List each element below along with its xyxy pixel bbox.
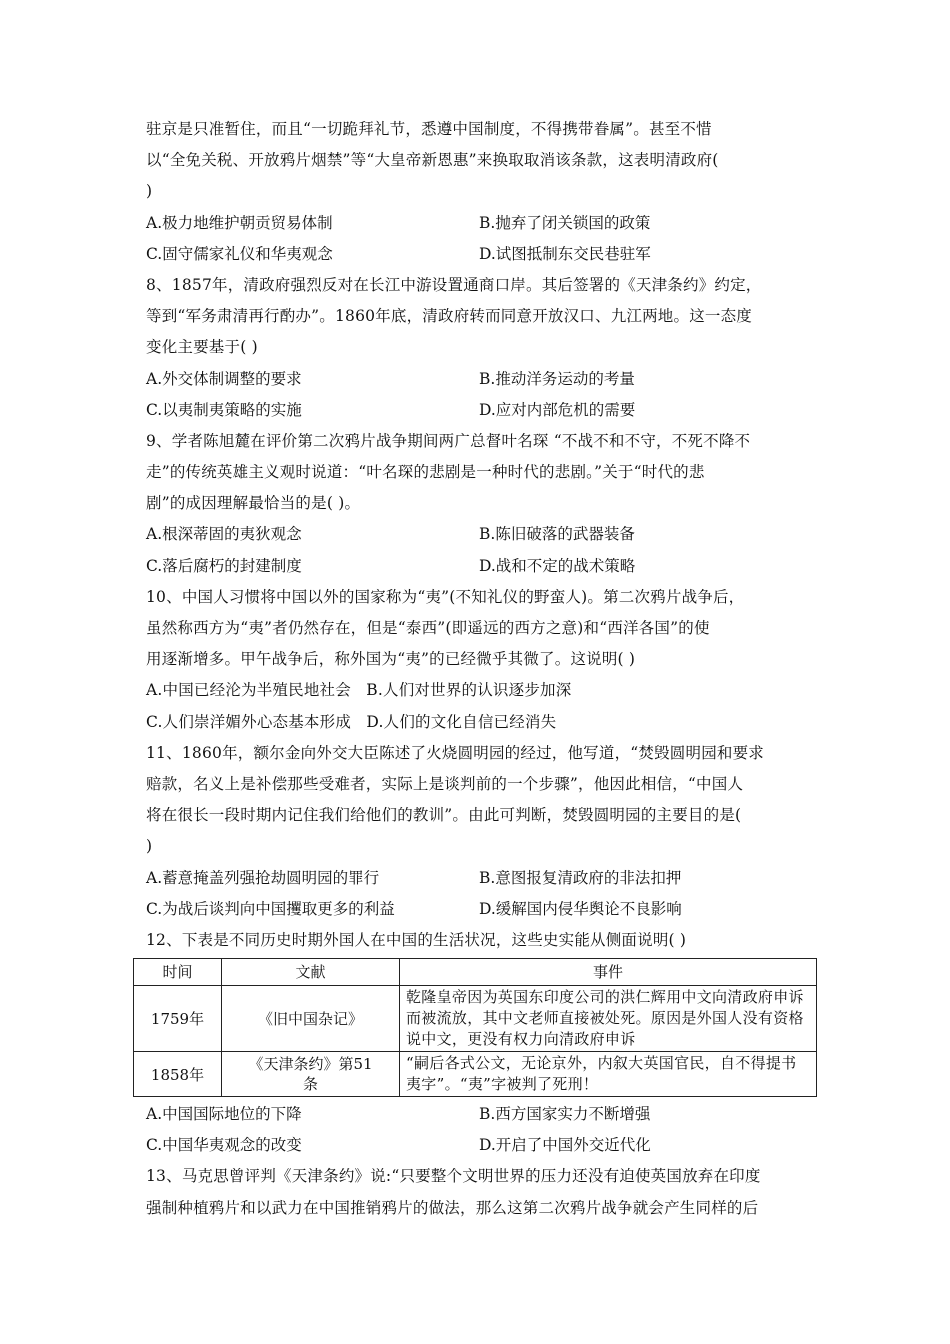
option-row — [146, 863, 818, 894]
question-9 — [146, 426, 818, 582]
table-header-row — [134, 959, 817, 986]
exam-page — [146, 114, 818, 1224]
cell-document: 《旧中国杂记》 — [222, 986, 400, 1052]
option-row — [146, 239, 818, 270]
option-b[interactable]: B.推动洋务运动的考量 — [479, 369, 635, 388]
question-text-line: ) — [146, 837, 153, 856]
option-d[interactable]: D.开启了中国外交近代化 — [479, 1136, 651, 1155]
option-a[interactable]: A.中国国际地位的下降 — [146, 1105, 302, 1124]
question-text-line: 8、1857年，清政府强烈反对在长江中游设置通商口岸。其后签署的《天津条约》约定， — [146, 275, 762, 294]
cell-document: 《天津条约》第51条 — [222, 1052, 400, 1097]
events-table — [133, 958, 817, 1097]
option-row — [146, 364, 818, 395]
question-text-line: 9、学者陈旭麓在评价第二次鸦片战争期间两广总督叶名琛 “不战不和不守，不死不降不 — [146, 431, 751, 450]
option-c[interactable]: C.固守儒家礼仪和华夷观念 — [146, 244, 333, 263]
question-text-line: 12、下表是不同历史时期外国人在中国的生活状况，这些史实能从侧面说明( ) — [146, 930, 687, 949]
table-row — [134, 986, 817, 1052]
option-c[interactable]: C.为战后谈判向中国攫取更多的利益 — [146, 899, 395, 918]
question-7 — [146, 114, 818, 270]
option-row — [146, 395, 818, 426]
question-11 — [146, 738, 818, 925]
question-8 — [146, 270, 818, 426]
question-text-line: 10、中国人习惯将中国以外的国家称为“夷”(不知礼仪的野蛮人)。第二次鸦片战争后， — [146, 587, 745, 606]
option-row — [146, 894, 818, 925]
option-row — [146, 519, 818, 550]
option-d[interactable]: D.战和不定的战术策略 — [479, 556, 636, 575]
option-row — [146, 551, 818, 582]
option-c[interactable]: C.落后腐朽的封建制度 — [146, 556, 302, 575]
option-b[interactable]: B.抛弃了闭关锁国的政策 — [479, 213, 651, 232]
question-text-line: 变化主要基于( ) — [146, 338, 258, 357]
question-text-line: 赔款，名义上是补偿那些受难者，实际上是谈判前的一个步骤”，他因此相信，“中国人 — [146, 774, 744, 793]
header-document: 文献 — [222, 959, 400, 986]
option-d[interactable]: D.缓解国内侵华舆论不良影响 — [479, 899, 682, 918]
option-b[interactable]: B.陈旧破落的武器装备 — [479, 525, 635, 544]
option-c[interactable]: C.中国华夷观念的改变 — [146, 1136, 302, 1155]
header-time: 时间 — [134, 959, 222, 986]
option-row — [146, 1130, 818, 1161]
question-text-line: 走”的传统英雄主义观时说道：“叶名琛的悲剧是一种时代的悲剧。”关于“时代的悲 — [146, 463, 705, 482]
question-text-line: 强制种植鸦片和以武力在中国推销鸦片的做法，那么这第二次鸦片战争就会产生同样的后 — [146, 1198, 759, 1217]
question-13 — [146, 1161, 818, 1223]
question-10 — [146, 582, 818, 738]
question-text-line: 以“全免关税、开放鸦片烟禁”等“大皇帝新恩惠”来换取取消该条款，这表明清政府( — [146, 151, 719, 170]
option-row-ab[interactable]: A.中国已经沦为半殖民地社会 B.人们对世界的认识逐步加深 — [146, 681, 572, 700]
question-text-line: ) — [146, 182, 153, 201]
option-c[interactable]: C.以夷制夷策略的实施 — [146, 400, 302, 419]
option-row — [146, 208, 818, 239]
question-text-line: 用逐渐增多。甲午战争后，称外国为“夷”的已经微乎其微了。这说明( ) — [146, 650, 636, 669]
question-text-line: 虽然称西方为“夷”者仍然存在，但是“泰西”(即遥远的西方之意)和“西洋各国”的使 — [146, 619, 710, 637]
option-a[interactable]: A.极力地维护朝贡贸易体制 — [146, 213, 333, 232]
option-a[interactable]: A.根深蒂固的夷狄观念 — [146, 525, 302, 544]
cell-time: 1858年 — [134, 1052, 222, 1097]
question-text-line: 13、马克思曾评判《天津条约》说:“只要整个文明世界的压力还没有迫使英国放弃在印度 — [146, 1167, 761, 1186]
cell-event: 乾隆皇帝因为英国东印度公司的洪仁辉用中文向清政府申诉而被流放，其中文老师直接被处死。原因是外国人没有资格说中文，更没有权力向清政府申诉 — [400, 986, 817, 1052]
option-a[interactable]: A.外交体制调整的要求 — [146, 369, 302, 388]
header-event: 事件 — [400, 959, 817, 986]
option-a[interactable]: A.蓄意掩盖列强抢劫圆明园的罪行 — [146, 868, 380, 887]
option-row-cd[interactable]: C.人们崇洋媚外心态基本形成 D.人们的文化自信已经消失 — [146, 712, 557, 731]
question-text-line: 剧”的成因理解最恰当的是( )。 — [146, 494, 361, 513]
option-d[interactable]: D.试图抵制东交民巷驻军 — [479, 244, 651, 263]
question-text-line: 11、1860年，额尔金向外交大臣陈述了火烧圆明园的经过，他写道，“焚毁圆明园和要求 — [146, 743, 764, 762]
question-12 — [146, 925, 818, 1162]
question-text-line: 等到“军务肃清再行酌办”。1860年底，清政府转而同意开放汉口、九江两地。这一态度 — [146, 307, 752, 326]
cell-event: “嗣后各式公文，无论京外，内叙大英国官民，自不得提书夷字”。“夷”字被判了死刑！ — [400, 1052, 817, 1097]
question-text-line: 驻京是只准暂住，而且“一切跪拜礼节，悉遵中国制度，不得携带眷属”。甚至不惜 — [146, 120, 712, 138]
table-row — [134, 1052, 817, 1097]
option-b[interactable]: B.意图报复清政府的非法扣押 — [479, 868, 682, 887]
question-text-line: 将在很长一段时期内记住我们给他们的教训”。由此可判断，焚毁圆明园的主要目的是( — [146, 806, 742, 825]
option-row — [146, 1099, 818, 1130]
cell-time: 1759年 — [134, 986, 222, 1052]
option-b[interactable]: B.西方国家实力不断增强 — [479, 1105, 651, 1124]
option-d[interactable]: D.应对内部危机的需要 — [479, 400, 636, 419]
